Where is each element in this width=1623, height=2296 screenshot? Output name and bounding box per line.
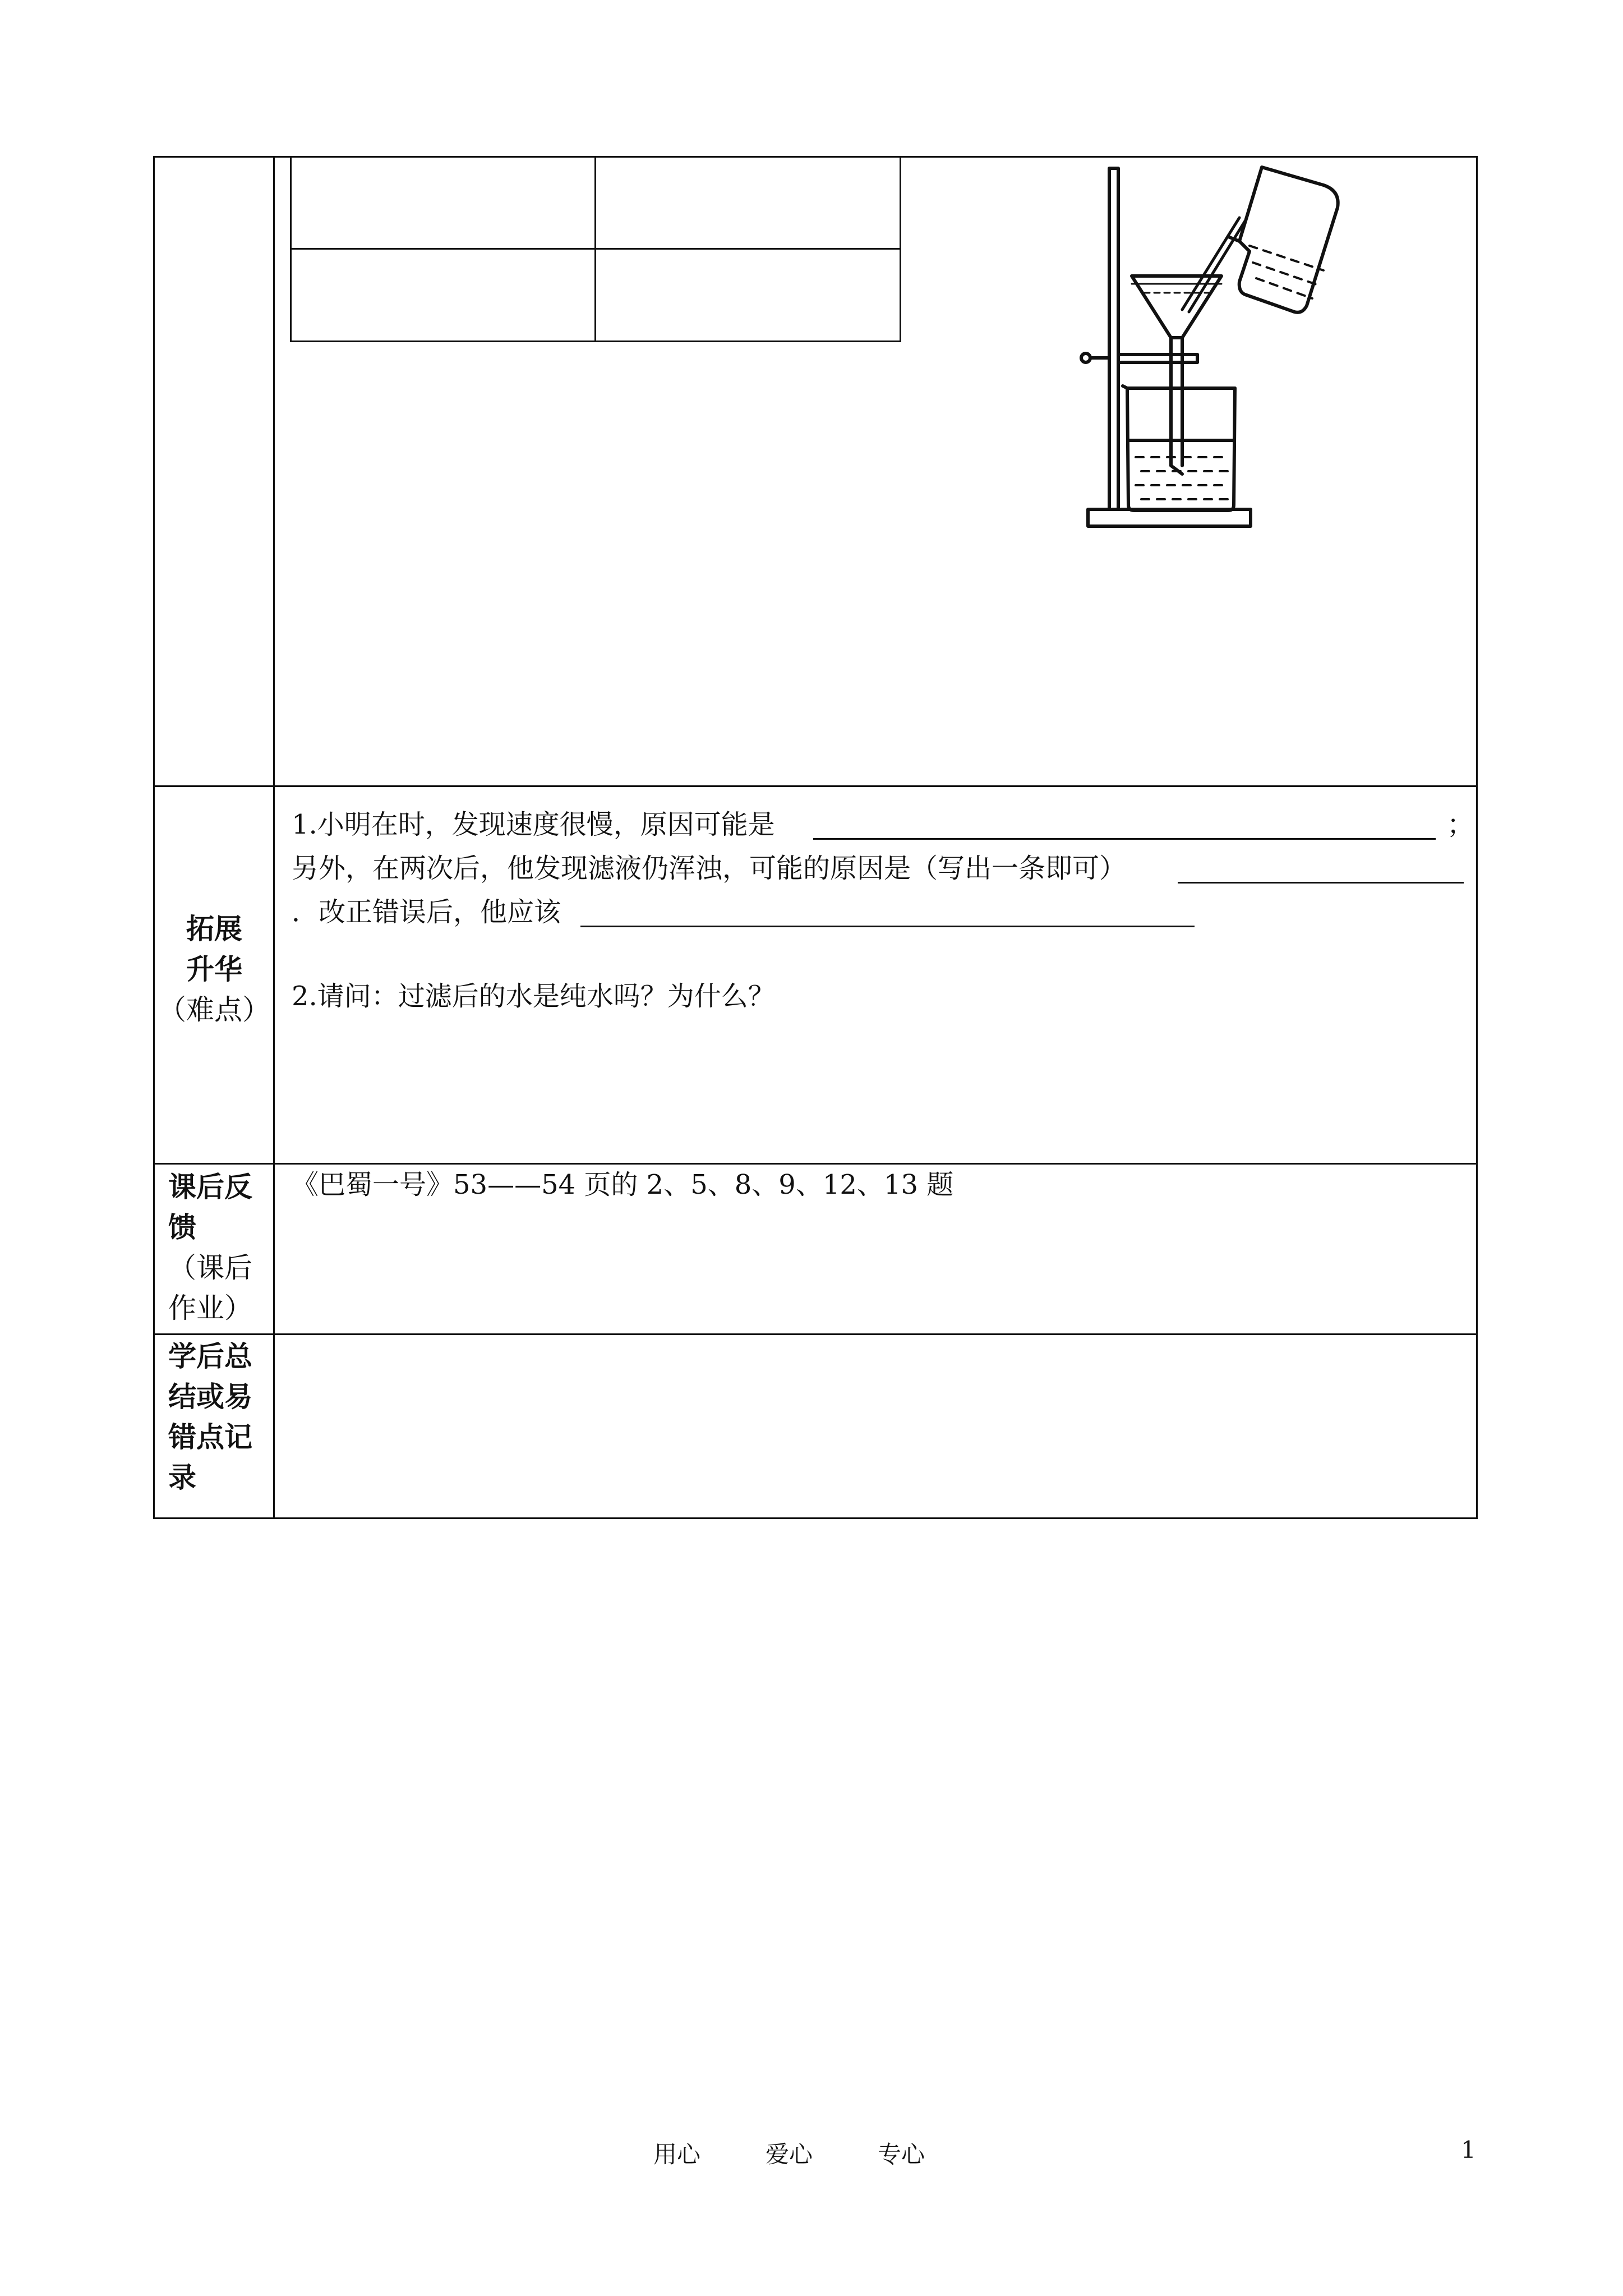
question-1-line-1: 1.小明在时，发现速度很慢，原因可能是 — [292, 809, 775, 840]
table-border-bottom — [153, 1517, 1478, 1519]
row-label-summary — [168, 1336, 269, 1498]
footer-motto-2: 爱心 — [766, 2141, 813, 2168]
row-label-summary-title: 学后总结或易错点记录 — [168, 1340, 252, 1494]
footer-motto-1: 用心 — [653, 2141, 701, 2168]
filtration-apparatus-illustration — [1060, 151, 1352, 533]
row-label-feedback — [168, 1167, 269, 1328]
inner-table-left — [290, 156, 292, 342]
page-number: 1 — [1461, 2136, 1476, 2164]
question-1-line-2: 另外，在两次后，他发现滤液仍浑浊，可能的原因是（写出一条即可） — [292, 853, 1127, 884]
answer-blank-1[interactable] — [813, 838, 1436, 840]
answer-blank-2[interactable] — [1178, 882, 1464, 884]
table-column-divider — [273, 156, 275, 1519]
inner-table-center — [594, 156, 596, 342]
row-label-expand-title: 拓展升华 — [186, 912, 242, 986]
row-divider-3 — [153, 1333, 1478, 1335]
row-divider-2 — [153, 1163, 1478, 1165]
row-label-expand — [156, 909, 273, 1030]
question-1-line-3: ．改正错误后，他应该 — [292, 896, 561, 928]
row-divider-1 — [153, 785, 1478, 787]
row-label-expand-note: （难点） — [158, 993, 270, 1026]
row-label-feedback-title: 课后反馈 — [168, 1170, 252, 1244]
table-border-left — [153, 156, 155, 1519]
inner-empty-table — [290, 156, 901, 342]
question-2: 2.请问：过滤后的水是纯水吗？为什么？ — [292, 981, 775, 1012]
question-1-semicolon: ； — [1447, 809, 1474, 840]
answer-blank-3[interactable] — [580, 926, 1195, 927]
homework-assignment: 《巴蜀一号》53——54 页的 2、5、8、9、12、13 题 — [292, 1169, 954, 1200]
footer-motto-3: 专心 — [878, 2141, 925, 2168]
inner-table-right — [900, 156, 901, 342]
row-label-feedback-note: （课后作业） — [168, 1251, 252, 1324]
summary-notes-area[interactable] — [276, 1336, 1475, 1516]
table-border-right — [1476, 156, 1478, 1519]
